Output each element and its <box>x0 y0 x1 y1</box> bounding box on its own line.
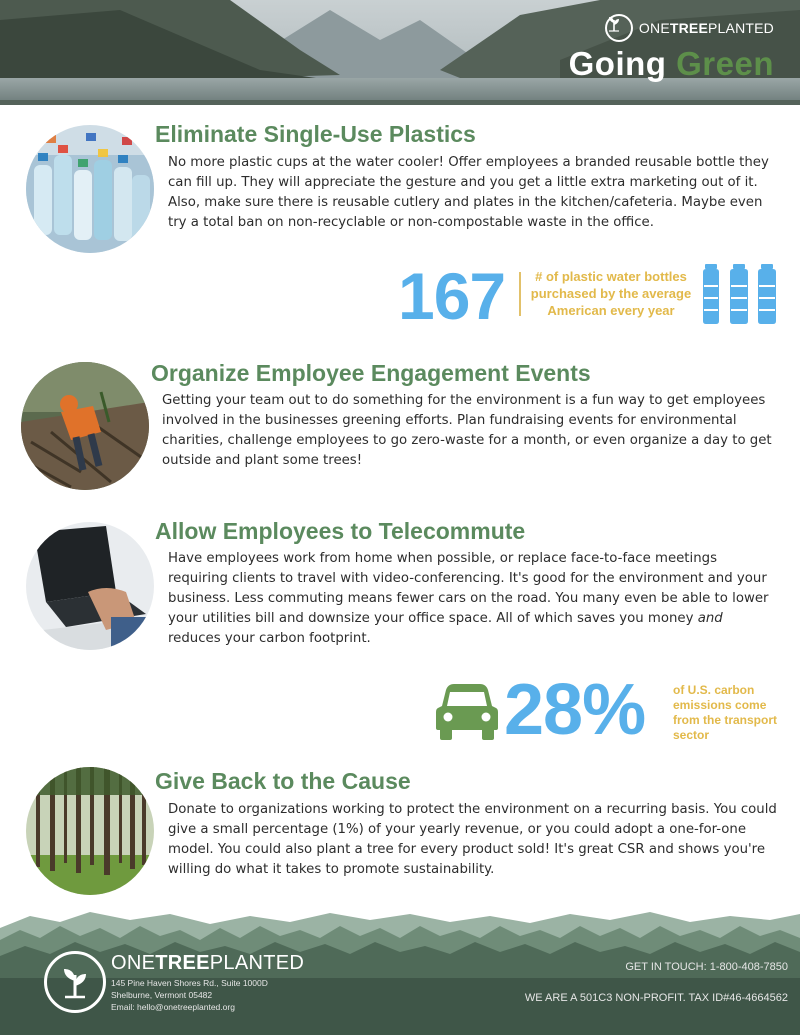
tree-planting-photo <box>21 362 149 490</box>
stat-text: # of plastic water bottles purchased by the average American every year <box>530 269 692 318</box>
email-link[interactable]: Email: hello@onetreeplanted.org <box>111 1002 235 1012</box>
header-banner <box>0 0 800 105</box>
stat-text: of U.S. carbon emissions come from the transport sector <box>673 683 778 742</box>
divider <box>519 272 521 316</box>
tree-sprout-icon <box>44 951 106 1013</box>
footer-address <box>111 977 268 1013</box>
footer <box>0 908 800 1035</box>
stat-plastic-bottles <box>398 259 778 333</box>
stat-number: 28% <box>504 670 646 750</box>
brand <box>605 14 774 42</box>
section-body-telecommute: Have employees work from home when possible, or replace face-to-face meetings requiring clients to travel with video-conferencing. It's good for the environment and your business. Less commuting means fewer cars on the road. You many even be able to lower your utilities bill and downsize your office space. All of which saves you money and reduces your carbon footprint. <box>168 551 769 646</box>
brand-name: ONETREEPLANTED <box>638 20 774 36</box>
forest-photo <box>26 767 154 895</box>
plastic-bottles-photo <box>26 125 154 253</box>
footer-brand-name: ONETREEPLANTED <box>111 952 305 974</box>
section-title-plastics: Eliminate Single-Use Plastics <box>155 121 476 147</box>
address-line: 145 Pine Haven Shores Rd., Suite 1000D <box>111 978 268 988</box>
stat-carbon-emissions <box>436 670 786 755</box>
car-icon <box>436 684 498 740</box>
stat-number: 167 <box>398 259 506 333</box>
section-title-engagement: Organize Employee Engagement Events <box>151 360 591 386</box>
page-title: Going Green <box>568 45 774 82</box>
laptop-photo <box>26 522 154 650</box>
address-line: Shelburne, Vermont 05482 <box>111 990 213 1000</box>
section-title-telecommute: Allow Employees to Telecommute <box>155 518 526 544</box>
nonprofit-info: WE ARE A 501C3 NON-PROFIT. TAX ID#46-4664562 <box>524 992 788 1004</box>
contact-phone[interactable]: GET IN TOUCH: 1-800-408-7850 <box>625 961 788 973</box>
section-body-give-back: Donate to organizations working to protect the environment on a recurring basis. You could give a small percentage (1%) of your yearly revenue, or you could adopt a one-for-one model. You could also plant a tree for every product sold! It's great CSR and shows you're willing do what it takes to promote sustainability. <box>168 802 777 877</box>
tree-sprout-icon <box>605 14 633 42</box>
section-body-plastics: No more plastic cups at the water cooler! Offer employees a branded reusable bottle they can fill up. They will appreciate the gesture and you get a little extra marketing out of it. Also, make sure there is reusable cutlery and plates in the kitchen/cafeteria. Maybe even try a total ban on non-recyclable or non-compostable waste in the office. <box>168 155 769 230</box>
section-title-give-back: Give Back to the Cause <box>155 768 411 794</box>
water-bottles-icon <box>702 264 776 324</box>
section-body-engagement: Getting your team out to do something for the environment is a fun way to get employees involved in the businesses greening efforts. Plan fundraising events for environmental charities, challenge employees to go zero-waste for a month, or even organize a day to get outside and plant some trees! <box>162 393 772 468</box>
